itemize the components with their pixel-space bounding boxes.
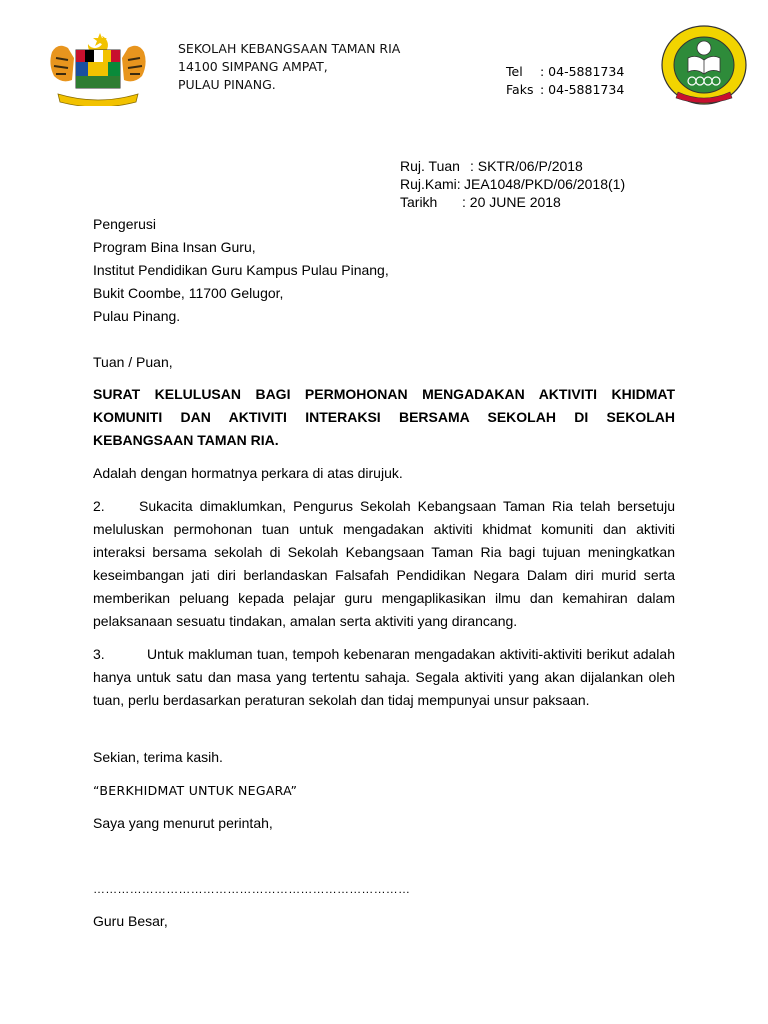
letter-subject [93, 383, 675, 452]
subject-line: KOMUNITI DAN AKTIVITI INTERAKSI BERSAMA SEKOLAH DI SEKOLAH [93, 409, 675, 425]
ruj-tuan-value: : SKTR/06/P/2018 [470, 158, 583, 174]
subject-line: SURAT KELULUSAN BAGI PERMOHONAN MENGADAKAN AKTIVITI KHIDMAT [93, 386, 675, 402]
tarikh-label: Tarikh [400, 194, 438, 210]
subject-line: KEBANGSAAN TAMAN RIA. [93, 432, 279, 448]
paragraph-text: Sukacita dimaklumkan, Pengurus Sekolah Kebangsaan Taman Ria telah bersetuju meluluskan permohonan tuan untuk mengadakan aktiviti khidmat komuniti dan aktiviti interaksi bersama sekolah di Sekolah Kebangsaan Taman Ria bagi tujuan meningkatkan keseimbangan jati diri berlandaskan Falsafah Pendidikan Negara Dalam diri murid serta memberikan peluang kepada pelajar guru mengaplikasikan ilmu dan kemahiran dalam pelaksanaan sesuatu tindakan, amalan serta aktiviti yang dirancang. [93, 498, 675, 629]
school-badge-logo [660, 24, 748, 106]
tarikh-value: : 20 JUNE 2018 [462, 194, 561, 210]
reference-block [400, 157, 625, 211]
school-address-block [178, 40, 400, 94]
school-name: SEKOLAH KEBANGSAAN TAMAN RIA [178, 41, 401, 56]
recipient-line: Pulau Pinang. [93, 308, 181, 324]
school-address-line: 14100 SIMPANG AMPAT, [178, 59, 328, 74]
paragraph-number: 3. [93, 646, 105, 662]
motto: “BERKHIDMAT UNTUK NEGARA” [93, 783, 298, 798]
closing: Sekian, terima kasih. [93, 749, 223, 765]
recipient-line: Institut Pendidikan Guru Kampus Pulau Pinang, [93, 262, 389, 278]
school-state: PULAU PINANG. [178, 77, 276, 92]
paragraph-text: Untuk makluman tuan, tempoh kebenaran mengadakan aktiviti-aktiviti berikut adalah hanya untuk satu dan masa yang tertentu sahaja. Segala aktiviti yang akan dijalankan oleh tuan, perlu berdasarkan peraturan sekolah dan tidaj mempunyai unsur paksaan. [93, 646, 675, 708]
recipient-line: Bukit Coombe, 11700 Gelugor, [93, 285, 284, 301]
tel-label: Tel [506, 64, 523, 79]
paragraph-2 [93, 495, 675, 633]
recipient-line: Pengerusi [93, 216, 157, 232]
signature-line: …………………………………………………………………… [93, 882, 411, 896]
contact-block [506, 63, 624, 99]
ruj-kami-label: Ruj.Kami: [400, 176, 461, 192]
ruj-kami-value: JEA1048/PKD/06/2018(1) [464, 176, 626, 192]
salutation: Tuan / Puan, [93, 354, 173, 370]
paragraph-3 [93, 643, 675, 712]
signatory-title: Guru Besar, [93, 913, 168, 929]
fax-label: Faks [506, 82, 534, 97]
paragraph-1: Adalah dengan hormatnya perkara di atas dirujuk. [93, 465, 403, 481]
sign-off: Saya yang menurut perintah, [93, 815, 273, 831]
recipient-line: Program Bina Insan Guru, [93, 239, 256, 255]
malaysia-coat-of-arms-logo [44, 30, 152, 106]
recipient-address [93, 213, 389, 328]
tel-value: : 04-5881734 [540, 64, 625, 79]
fax-value: : 04-5881734 [540, 82, 625, 97]
paragraph-number: 2. [93, 498, 105, 514]
ruj-tuan-label: Ruj. Tuan [400, 158, 460, 174]
